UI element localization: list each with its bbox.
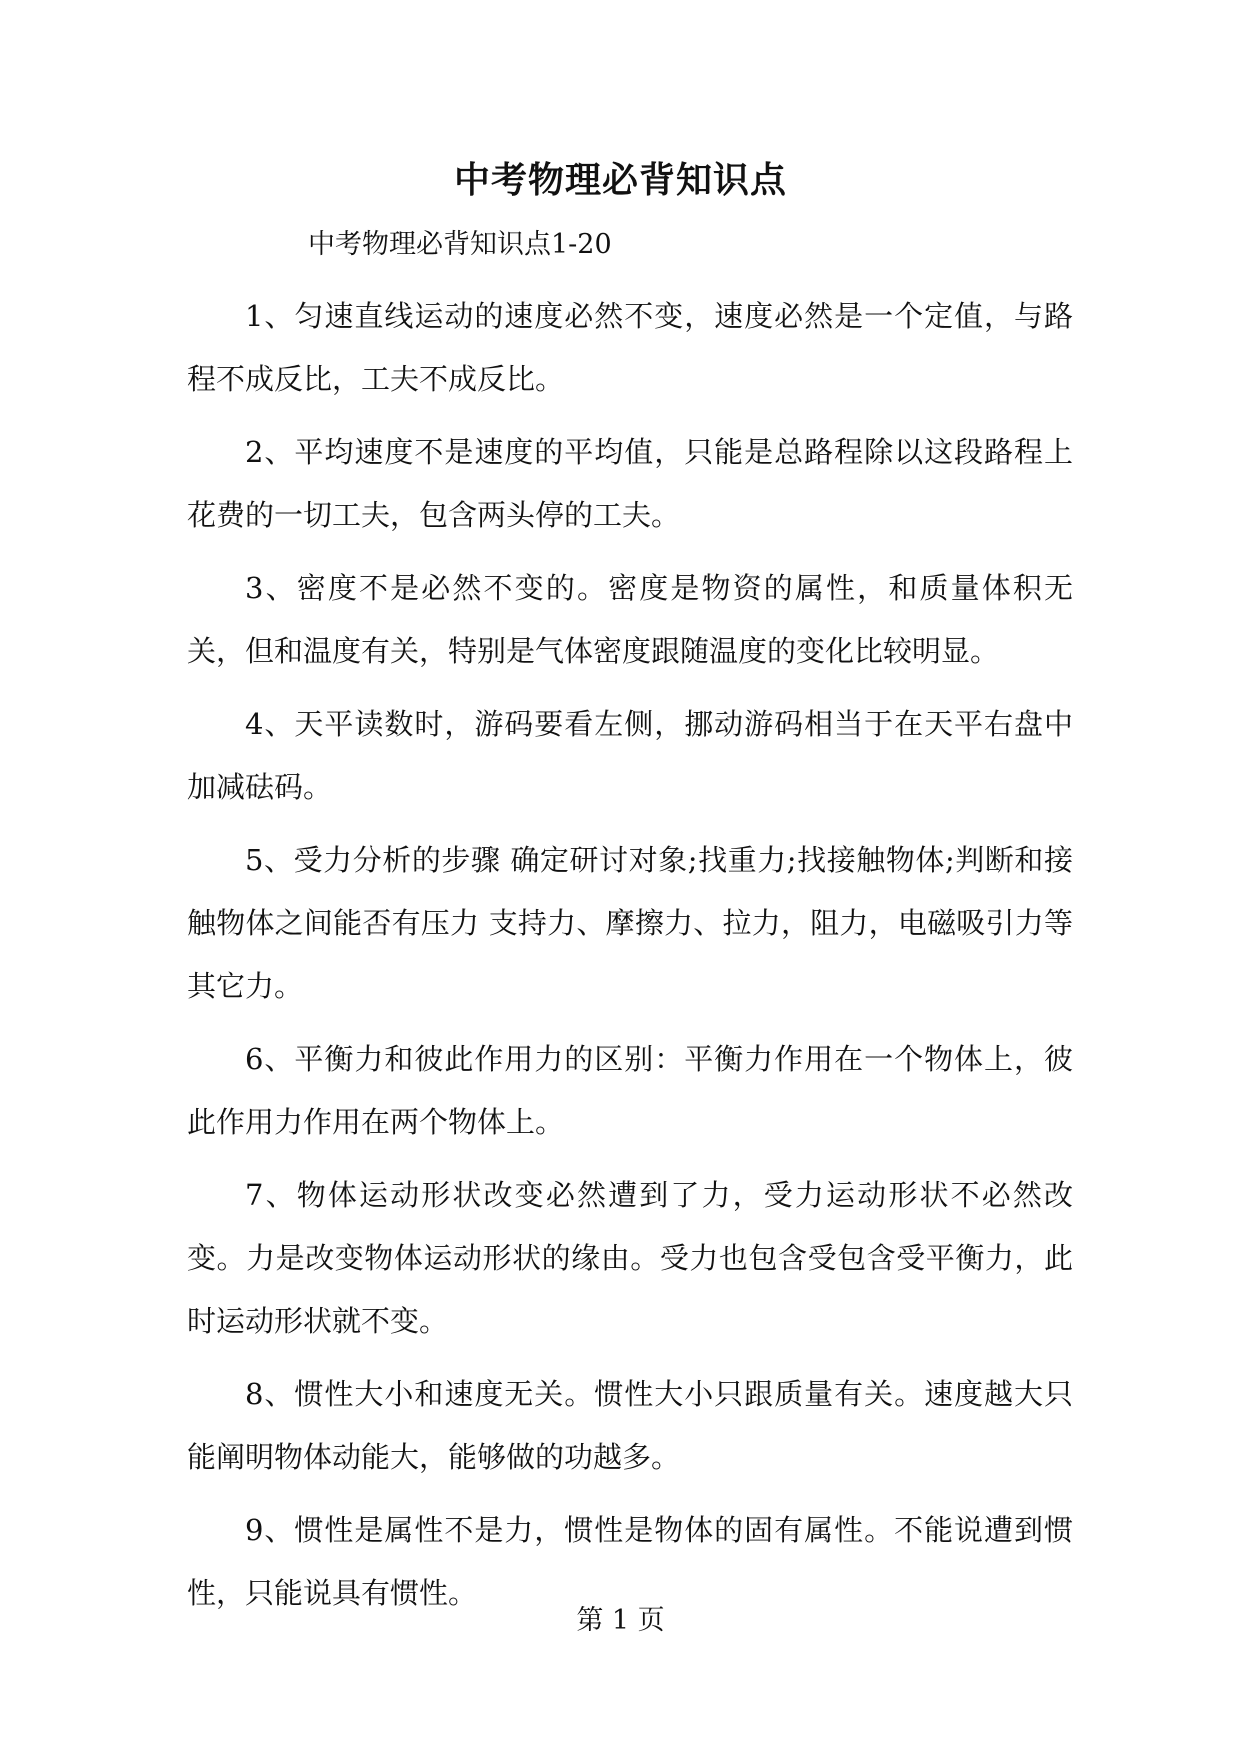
page-number: 第 1 页 [576, 1605, 665, 1636]
paragraph-4: 4、天平读数时，游码要看左侧，挪动游码相当于在天平右盘中加减砝码。 [187, 707, 1073, 804]
paragraph-9: 9、惯性是属性不是力，惯性是物体的固有属性。不能说遭到惯性，只能说具有惯性。 [187, 1513, 1073, 1610]
paragraph-1: 1、匀速直线运动的速度必然不变，速度必然是一个定值，与路程不成反比，工夫不成反比。 [187, 299, 1073, 396]
paragraph-6: 6、平衡力和彼此作用力的区别：平衡力作用在一个物体上，彼此作用力作用在两个物体上。 [187, 1042, 1073, 1139]
paragraph-3: 3、密度不是必然不变的。密度是物资的属性，和质量体积无关，但和温度有关，特别是气体密度跟随温度的变化比较明显。 [187, 571, 1073, 668]
paragraph-5: 5、受力分析的步骤 确定研讨对象;找重力;找接触物体;判断和接触物体之间能否有压力 支持力、摩擦力、拉力，阻力，电磁吸引力等其它力。 [187, 843, 1073, 1003]
document-subtitle: 中考物理必背知识点1-20 [308, 229, 612, 260]
paragraph-2: 2、平均速度不是速度的平均值，只能是总路程除以这段路程上花费的一切工夫，包含两头停的工夫。 [187, 435, 1073, 532]
paragraph-8: 8、惯性大小和速度无关。惯性大小只跟质量有关。速度越大只能阐明物体动能大，能够做的功越多。 [187, 1377, 1073, 1474]
paragraph-7: 7、物体运动形状改变必然遭到了力，受力运动形状不必然改变。力是改变物体运动形状的缘由。受力也包含受包含受平衡力，此时运动形状就不变。 [187, 1178, 1073, 1338]
document-body [187, 285, 1073, 1635]
document-title: 中考物理必背知识点 [453, 159, 787, 201]
